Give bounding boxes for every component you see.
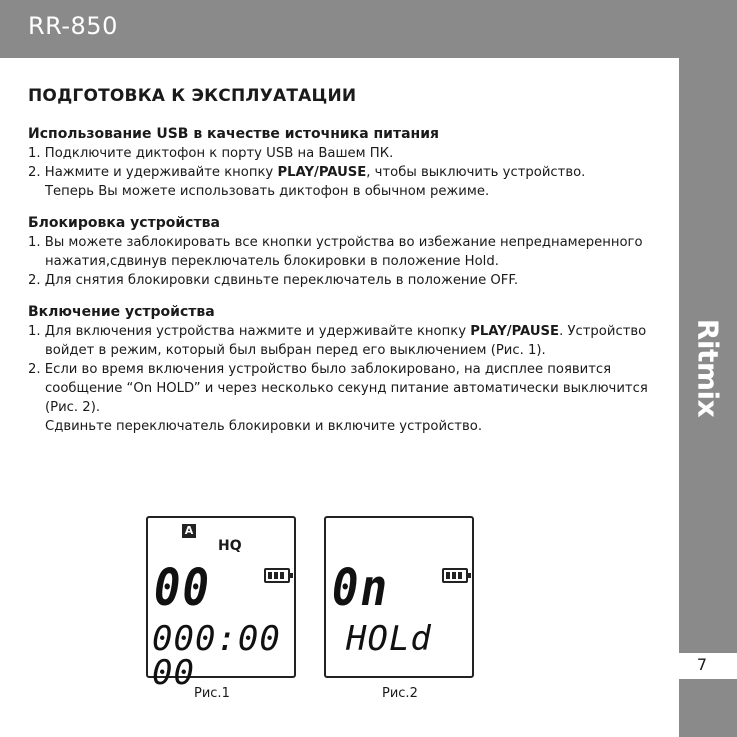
battery-icon — [442, 568, 468, 583]
section-power-on — [28, 304, 668, 436]
section-usb-power — [28, 126, 668, 201]
brand-logo-text: Ritmix — [691, 318, 725, 418]
header-bar — [0, 0, 737, 58]
list-item: 2. Для снятия блокировки сдвиньте переключатель в положение OFF. — [28, 273, 519, 288]
section-heading: Блокировка устройства — [28, 215, 220, 231]
list-item-continuation — [28, 182, 668, 201]
list-item: 1. Подключите диктофон к порту USB на Вашем ПК. — [28, 146, 394, 161]
lcd-display-fig2 — [324, 516, 474, 678]
list-item: 1. Вы можете заблокировать все кнопки устройства во избежание непреднамеренного нажатия,сдвинув переключатель блокировки в положение Hold. — [28, 235, 643, 269]
section-heading: Включение устройства — [28, 304, 215, 320]
page-number: 7 — [696, 655, 708, 674]
quality-label: HQ — [218, 538, 242, 554]
lcd-big-digits: 00 — [154, 559, 211, 618]
mode-a-badge: A — [182, 524, 196, 538]
battery-icon — [264, 568, 290, 583]
model-name: RR-850 — [28, 12, 118, 40]
lcd-display-fig1 — [146, 516, 296, 693]
section-heading: Использование USB в качестве источника питания — [28, 126, 440, 142]
figure-caption: Рис.2 — [382, 686, 418, 701]
list-item: 2. Если во время включения устройство было заблокировано, на дисплее появится сообщение “On HOLD” и через несколько секунд питание автоматически выключится (Рис. 2). — [28, 362, 648, 415]
list-item: 2. Нажмите и удерживайте кнопку PLAY/PAUSE, чтобы выключить устройство. — [28, 165, 586, 180]
lcd-time-digits: 000:00 00 — [152, 619, 281, 693]
list-item-continuation: Сдвиньте переключатель блокировки и включите устройство. — [45, 419, 483, 434]
figure-caption: Рис.1 — [194, 686, 230, 701]
main-content — [28, 86, 668, 450]
brand-logo — [679, 312, 737, 424]
section-lock — [28, 215, 668, 290]
page-number-box — [679, 653, 737, 679]
list-item: 1. Для включения устройства нажмите и удерживайте кнопку PLAY/PAUSE. Устройство войдет в режим, который был выбран перед его выключением (Рис. 1). — [28, 324, 647, 358]
lcd-big-digits: 0n — [332, 559, 389, 618]
lcd-hold-text: HOLd — [346, 619, 432, 659]
page-title: ПОДГОТОВКА К ЭКСПЛУАТАЦИИ — [28, 86, 357, 106]
list-item-text: Теперь Вы можете использовать диктофон в обычном режиме. — [45, 184, 490, 199]
